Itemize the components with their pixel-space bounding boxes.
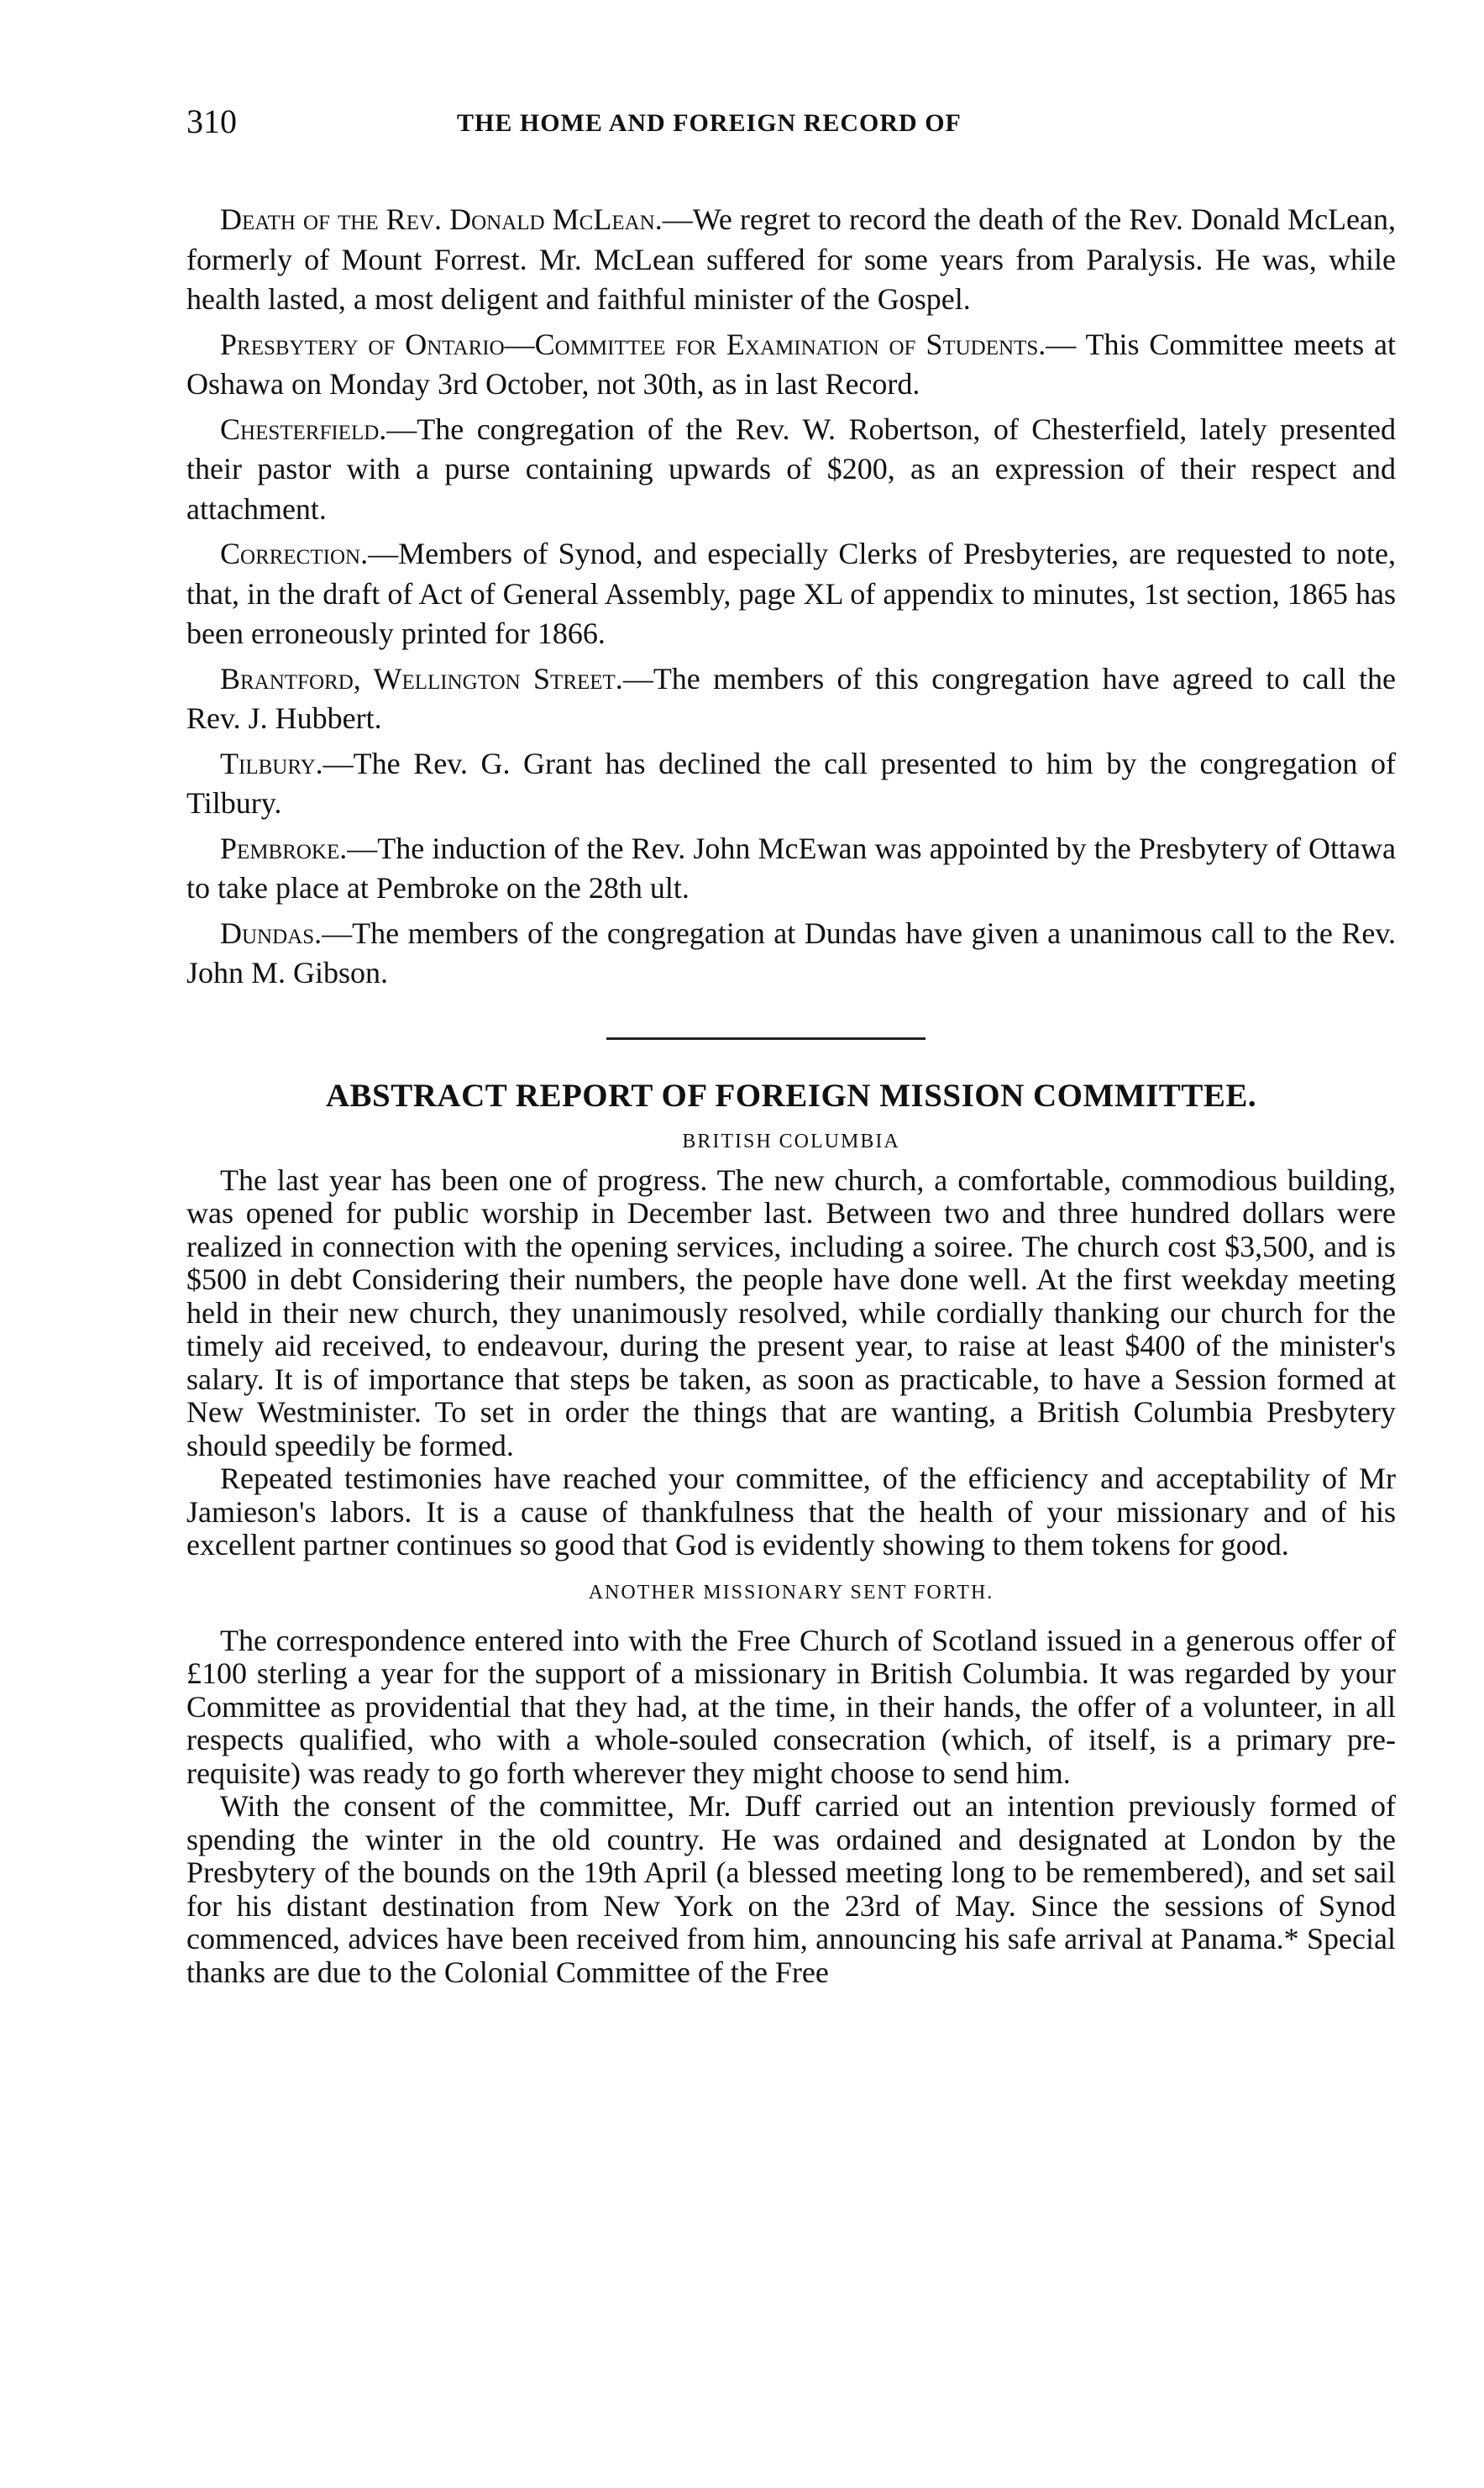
running-head: THE HOME AND FOREIGN RECORD OF — [457, 109, 962, 137]
note-tilbury — [186, 744, 1396, 824]
page-header — [186, 101, 1396, 151]
note-death-mclean — [186, 200, 1396, 320]
note-text: —The members of the congregation at Dundas have given a unanimous call to the Rev. John M. Gibson. — [186, 916, 1396, 989]
article-subtitle: BRITISH COLUMBIA — [682, 1130, 900, 1152]
note-brantford — [186, 659, 1396, 739]
note-heading: Brantford, Wellington Street. — [220, 661, 623, 695]
note-heading: Chesterfield. — [220, 412, 387, 446]
note-chesterfield — [186, 410, 1396, 530]
article-paragraph: With the consent of the committee, Mr. Duff carried out an intention previously formed of spending the winter in the old country. He was ordained and designated at London by the Presbytery of the bounds on the 19th April (a blessed meeting long to be remembered), and set sail for his distant destination from New York on the 23rd of May. Since the sessions of Synod commenced, advices have been received from him, announcing his safe arrival at Panama.* Special thanks are due to the Colonial Committee of the Free — [186, 1789, 1396, 1989]
note-text: — This Committee meets at Oshawa on Monday 3rd October, not 30th, as in last Record. — [186, 327, 1397, 401]
note-heading: Presbytery of Ontario—Committee for Examination of Students. — [220, 327, 1046, 361]
section-divider — [606, 1037, 926, 1040]
note-dundas — [186, 914, 1396, 994]
article-paragraph: The correspondence entered into with the Free Church of Scotland issued in a generous offer of £100 sterling a year for the support of a missionary in British Columbia. It was regarded by your Committee as providential that they had, at the time, in their hands, the offer of a volunteer, in all respects qualified, who with a whole-souled consecration (which, of itself, is a primary pre-requisite) was ready to go forth wherever they might choose to send him. — [186, 1623, 1396, 1790]
note-heading: Pembroke. — [220, 831, 348, 865]
note-text: —The members of this congregation have agreed to call the Rev. J. Hubbert. — [186, 661, 1396, 735]
foreign-mission-report — [186, 1075, 1396, 1990]
article-paragraph: The last year has been one of progress. The new church, a comfortable, commodious building, was opened for public worship in December last. Between two and three hundred dollars were realized in connection with the opening services, including a soiree. The church cost $3,500, and is $500 in debt Considering their numbers, the people have done well. At the first weekday meeting held in their new church, they unanimously resolved, while cordially thanking our church for the timely aid received, to endeavour, during the present year, to raise at least $400 of the minister's salary. It is of importance that steps be taken, as soon as practicable, to have a Session formed at New Westminister. To set in order the things that are wanting, a British Columbia Presbytery should speedily be formed. — [186, 1163, 1396, 1462]
note-pembroke — [186, 829, 1396, 909]
article-sub-heading: ANOTHER MISSIONARY SENT FORTH. — [588, 1581, 994, 1604]
note-text: —Members of Synod, and especially Clerks of Presbyteries, are requested to note, that, in the draft of Act of General Assembly, page XL of appendix to minutes, 1st section, 1865 has been erroneously printed for 1866. — [186, 537, 1396, 650]
news-notes — [186, 200, 1396, 994]
note-heading: Correction. — [220, 537, 369, 570]
note-text: —We regret to record the death of the Rev. Donald McLean, formerly of Mount Forrest. Mr. McLean suffered for some years from Paralysis. He was, while health lasted, a most deligent and faithful minister of the Gospel. — [186, 202, 1396, 316]
article-title: ABSTRACT REPORT OF FOREIGN MISSION COMMITTEE. — [325, 1077, 1257, 1114]
note-text: —The congregation of the Rev. W. Robertson, of Chesterfield, lately presented their pastor with a purse containing upwards of $200, as an expression of their respect and attachment. — [186, 412, 1396, 526]
page — [186, 101, 1396, 1989]
note-heading: Tilbury. — [220, 746, 323, 780]
note-heading: Death of the Rev. Donald McLean. — [220, 202, 663, 236]
note-heading: Dundas. — [220, 916, 322, 950]
note-presbytery-ontario — [186, 325, 1396, 405]
note-correction — [186, 534, 1396, 654]
note-text: —The Rev. G. Grant has declined the call presented to him by the congregation of Tilbury. — [186, 746, 1396, 820]
note-text: —The induction of the Rev. John McEwan was appointed by the Presbytery of Ottawa to take place at Pembroke on the 28th ult. — [186, 831, 1396, 905]
article-paragraph: Repeated testimonies have reached your committee, of the efficiency and acceptability of Mr Jamieson's labors. It is a cause of thankfulness that the health of your missionary and of his excellent partner continues so good that God is evidently showing to them tokens for good. — [186, 1462, 1396, 1562]
page-number: 310 — [186, 102, 237, 140]
